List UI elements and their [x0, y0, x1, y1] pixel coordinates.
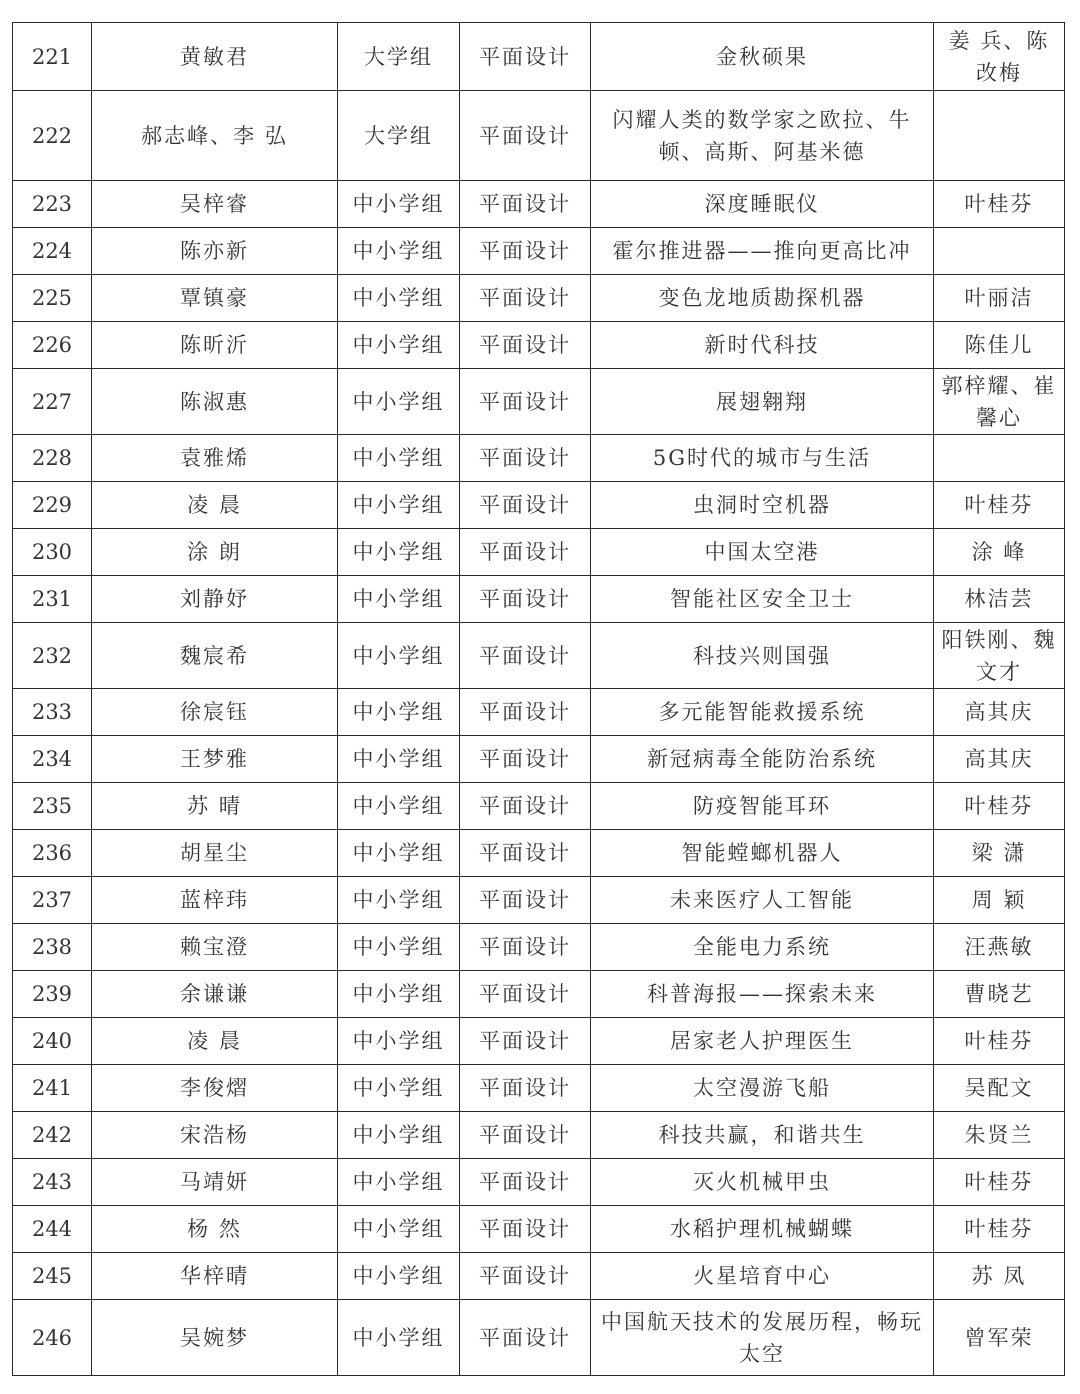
cell-tutor: 叶桂芬	[934, 482, 1065, 529]
cell-tutor: 叶桂芬	[934, 1206, 1065, 1253]
table-row	[13, 529, 1065, 576]
cell-group: 中小学组	[338, 623, 460, 689]
cell-work-title: 中国太空港	[591, 529, 934, 576]
cell-group: 中小学组	[338, 1065, 460, 1112]
cell-number: 229	[13, 482, 92, 529]
cell-tutor: 朱贤兰	[934, 1112, 1065, 1159]
cell-category: 平面设计	[460, 181, 591, 228]
cell-author: 马靖妍	[92, 1159, 338, 1206]
cell-group: 中小学组	[338, 181, 460, 228]
cell-group: 中小学组	[338, 924, 460, 971]
cell-category: 平面设计	[460, 435, 591, 482]
table-row	[13, 1206, 1065, 1253]
cell-author: 王梦雅	[92, 736, 338, 783]
cell-tutor: 姜 兵、陈改梅	[934, 23, 1065, 91]
cell-work-title: 科普海报——探索未来	[591, 971, 934, 1018]
cell-tutor: 周 颖	[934, 877, 1065, 924]
cell-author: 刘静妤	[92, 576, 338, 623]
cell-number: 225	[13, 275, 92, 322]
cell-number: 227	[13, 369, 92, 435]
cell-tutor	[934, 228, 1065, 275]
cell-number: 233	[13, 689, 92, 736]
cell-tutor: 叶桂芬	[934, 1159, 1065, 1206]
cell-group: 中小学组	[338, 228, 460, 275]
cell-category: 平面设计	[460, 971, 591, 1018]
cell-author: 华梓晴	[92, 1253, 338, 1300]
cell-group: 大学组	[338, 91, 460, 181]
cell-number: 244	[13, 1206, 92, 1253]
cell-number: 230	[13, 529, 92, 576]
cell-tutor: 吴配文	[934, 1065, 1065, 1112]
table-row	[13, 971, 1065, 1018]
table-row	[13, 91, 1065, 181]
cell-work-title: 新冠病毒全能防治系统	[591, 736, 934, 783]
table-row	[13, 783, 1065, 830]
cell-work-title: 居家老人护理医生	[591, 1018, 934, 1065]
cell-group: 中小学组	[338, 1018, 460, 1065]
cell-tutor: 高其庆	[934, 736, 1065, 783]
cell-category: 平面设计	[460, 576, 591, 623]
cell-work-title: 智能螳螂机器人	[591, 830, 934, 877]
cell-work-title: 5G时代的城市与生活	[591, 435, 934, 482]
cell-group: 中小学组	[338, 576, 460, 623]
award-table	[12, 22, 1065, 1376]
cell-group: 中小学组	[338, 369, 460, 435]
cell-number: 232	[13, 623, 92, 689]
cell-number: 224	[13, 228, 92, 275]
cell-tutor	[934, 91, 1065, 181]
table-row	[13, 1159, 1065, 1206]
table-row	[13, 228, 1065, 275]
cell-author: 苏 晴	[92, 783, 338, 830]
cell-number: 234	[13, 736, 92, 783]
table-row	[13, 1018, 1065, 1065]
cell-author: 胡星尘	[92, 830, 338, 877]
cell-author: 余谦谦	[92, 971, 338, 1018]
cell-category: 平面设计	[460, 689, 591, 736]
cell-work-title: 防疫智能耳环	[591, 783, 934, 830]
cell-tutor	[934, 435, 1065, 482]
cell-work-title: 火星培育中心	[591, 1253, 934, 1300]
cell-author: 杨 然	[92, 1206, 338, 1253]
cell-tutor: 高其庆	[934, 689, 1065, 736]
table-row	[13, 1253, 1065, 1300]
cell-category: 平面设计	[460, 228, 591, 275]
cell-category: 平面设计	[460, 1065, 591, 1112]
cell-number: 237	[13, 877, 92, 924]
cell-work-title: 科技兴则国强	[591, 623, 934, 689]
table-row	[13, 689, 1065, 736]
cell-category: 平面设计	[460, 877, 591, 924]
cell-group: 中小学组	[338, 736, 460, 783]
cell-author: 郝志峰、李 弘	[92, 91, 338, 181]
cell-number: 222	[13, 91, 92, 181]
cell-tutor: 陈佳儿	[934, 322, 1065, 369]
cell-group: 中小学组	[338, 435, 460, 482]
table-row	[13, 1112, 1065, 1159]
cell-group: 中小学组	[338, 1112, 460, 1159]
cell-category: 平面设计	[460, 369, 591, 435]
cell-group: 中小学组	[338, 1206, 460, 1253]
cell-group: 中小学组	[338, 783, 460, 830]
cell-tutor: 汪燕敏	[934, 924, 1065, 971]
cell-group: 中小学组	[338, 689, 460, 736]
cell-author: 陈亦新	[92, 228, 338, 275]
cell-work-title: 全能电力系统	[591, 924, 934, 971]
cell-group: 中小学组	[338, 1253, 460, 1300]
cell-number: 221	[13, 23, 92, 91]
cell-category: 平面设计	[460, 91, 591, 181]
cell-number: 246	[13, 1300, 92, 1376]
cell-number: 223	[13, 181, 92, 228]
table-row	[13, 181, 1065, 228]
cell-category: 平面设计	[460, 736, 591, 783]
cell-group: 中小学组	[338, 275, 460, 322]
cell-tutor: 梁 潇	[934, 830, 1065, 877]
table-row	[13, 23, 1065, 91]
table-row	[13, 482, 1065, 529]
cell-author: 凌 晨	[92, 482, 338, 529]
cell-work-title: 中国航天技术的发展历程，畅玩太空	[591, 1300, 934, 1376]
cell-group: 大学组	[338, 23, 460, 91]
table-row	[13, 736, 1065, 783]
table-row	[13, 924, 1065, 971]
cell-group: 中小学组	[338, 971, 460, 1018]
cell-category: 平面设计	[460, 1300, 591, 1376]
cell-work-title: 智能社区安全卫士	[591, 576, 934, 623]
cell-category: 平面设计	[460, 1253, 591, 1300]
cell-author: 蓝梓玮	[92, 877, 338, 924]
cell-number: 231	[13, 576, 92, 623]
cell-work-title: 多元能智能救援系统	[591, 689, 934, 736]
cell-number: 238	[13, 924, 92, 971]
cell-group: 中小学组	[338, 482, 460, 529]
table-row	[13, 623, 1065, 689]
cell-work-title: 新时代科技	[591, 322, 934, 369]
cell-author: 吴婉梦	[92, 1300, 338, 1376]
cell-group: 中小学组	[338, 529, 460, 576]
cell-work-title: 深度睡眠仪	[591, 181, 934, 228]
cell-category: 平面设计	[460, 23, 591, 91]
cell-tutor: 林洁芸	[934, 576, 1065, 623]
cell-work-title: 金秋硕果	[591, 23, 934, 91]
cell-number: 242	[13, 1112, 92, 1159]
cell-author: 赖宝澄	[92, 924, 338, 971]
cell-category: 平面设计	[460, 1159, 591, 1206]
cell-author: 袁雅烯	[92, 435, 338, 482]
table-row	[13, 275, 1065, 322]
cell-group: 中小学组	[338, 830, 460, 877]
cell-work-title: 展翅翱翔	[591, 369, 934, 435]
cell-category: 平面设计	[460, 1206, 591, 1253]
cell-category: 平面设计	[460, 924, 591, 971]
award-list-sheet	[12, 22, 1064, 1376]
cell-work-title: 变色龙地质勘探机器	[591, 275, 934, 322]
cell-category: 平面设计	[460, 1112, 591, 1159]
cell-author: 吴梓睿	[92, 181, 338, 228]
cell-author: 徐宸钰	[92, 689, 338, 736]
table-row	[13, 1065, 1065, 1112]
cell-number: 235	[13, 783, 92, 830]
cell-group: 中小学组	[338, 877, 460, 924]
cell-tutor: 苏 凤	[934, 1253, 1065, 1300]
cell-work-title: 闪耀人类的数学家之欧拉、牛顿、高斯、阿基米德	[591, 91, 934, 181]
cell-category: 平面设计	[460, 322, 591, 369]
cell-number: 240	[13, 1018, 92, 1065]
cell-author: 涂 朗	[92, 529, 338, 576]
cell-number: 243	[13, 1159, 92, 1206]
cell-number: 226	[13, 322, 92, 369]
cell-tutor: 叶桂芬	[934, 181, 1065, 228]
cell-group: 中小学组	[338, 1300, 460, 1376]
cell-number: 236	[13, 830, 92, 877]
cell-tutor: 涂 峰	[934, 529, 1065, 576]
cell-tutor: 曾军荣	[934, 1300, 1065, 1376]
cell-author: 陈淑惠	[92, 369, 338, 435]
cell-number: 241	[13, 1065, 92, 1112]
cell-author: 宋浩杨	[92, 1112, 338, 1159]
cell-tutor: 叶桂芬	[934, 783, 1065, 830]
table-row	[13, 576, 1065, 623]
cell-work-title: 太空漫游飞船	[591, 1065, 934, 1112]
table-body	[13, 23, 1065, 1376]
cell-author: 陈昕沂	[92, 322, 338, 369]
cell-number: 228	[13, 435, 92, 482]
cell-work-title: 虫洞时空机器	[591, 482, 934, 529]
cell-author: 魏宸希	[92, 623, 338, 689]
cell-number: 239	[13, 971, 92, 1018]
cell-group: 中小学组	[338, 322, 460, 369]
table-row	[13, 322, 1065, 369]
cell-tutor: 叶桂芬	[934, 1018, 1065, 1065]
cell-tutor: 郭梓耀、崔馨心	[934, 369, 1065, 435]
table-row	[13, 435, 1065, 482]
cell-work-title: 未来医疗人工智能	[591, 877, 934, 924]
cell-author: 凌 晨	[92, 1018, 338, 1065]
cell-author: 李俊熠	[92, 1065, 338, 1112]
table-row	[13, 1300, 1065, 1376]
cell-number: 245	[13, 1253, 92, 1300]
cell-work-title: 霍尔推进器——推向更高比冲	[591, 228, 934, 275]
cell-author: 黄敏君	[92, 23, 338, 91]
cell-category: 平面设计	[460, 783, 591, 830]
cell-category: 平面设计	[460, 830, 591, 877]
cell-group: 中小学组	[338, 1159, 460, 1206]
cell-author: 覃镇豪	[92, 275, 338, 322]
cell-category: 平面设计	[460, 275, 591, 322]
cell-category: 平面设计	[460, 482, 591, 529]
cell-category: 平面设计	[460, 623, 591, 689]
cell-work-title: 水稻护理机械蝴蝶	[591, 1206, 934, 1253]
cell-work-title: 灭火机械甲虫	[591, 1159, 934, 1206]
table-row	[13, 369, 1065, 435]
cell-tutor: 曹晓艺	[934, 971, 1065, 1018]
cell-category: 平面设计	[460, 1018, 591, 1065]
cell-tutor: 叶丽洁	[934, 275, 1065, 322]
cell-tutor: 阳铁刚、魏文才	[934, 623, 1065, 689]
table-row	[13, 830, 1065, 877]
cell-category: 平面设计	[460, 529, 591, 576]
table-row	[13, 877, 1065, 924]
cell-work-title: 科技共赢，和谐共生	[591, 1112, 934, 1159]
